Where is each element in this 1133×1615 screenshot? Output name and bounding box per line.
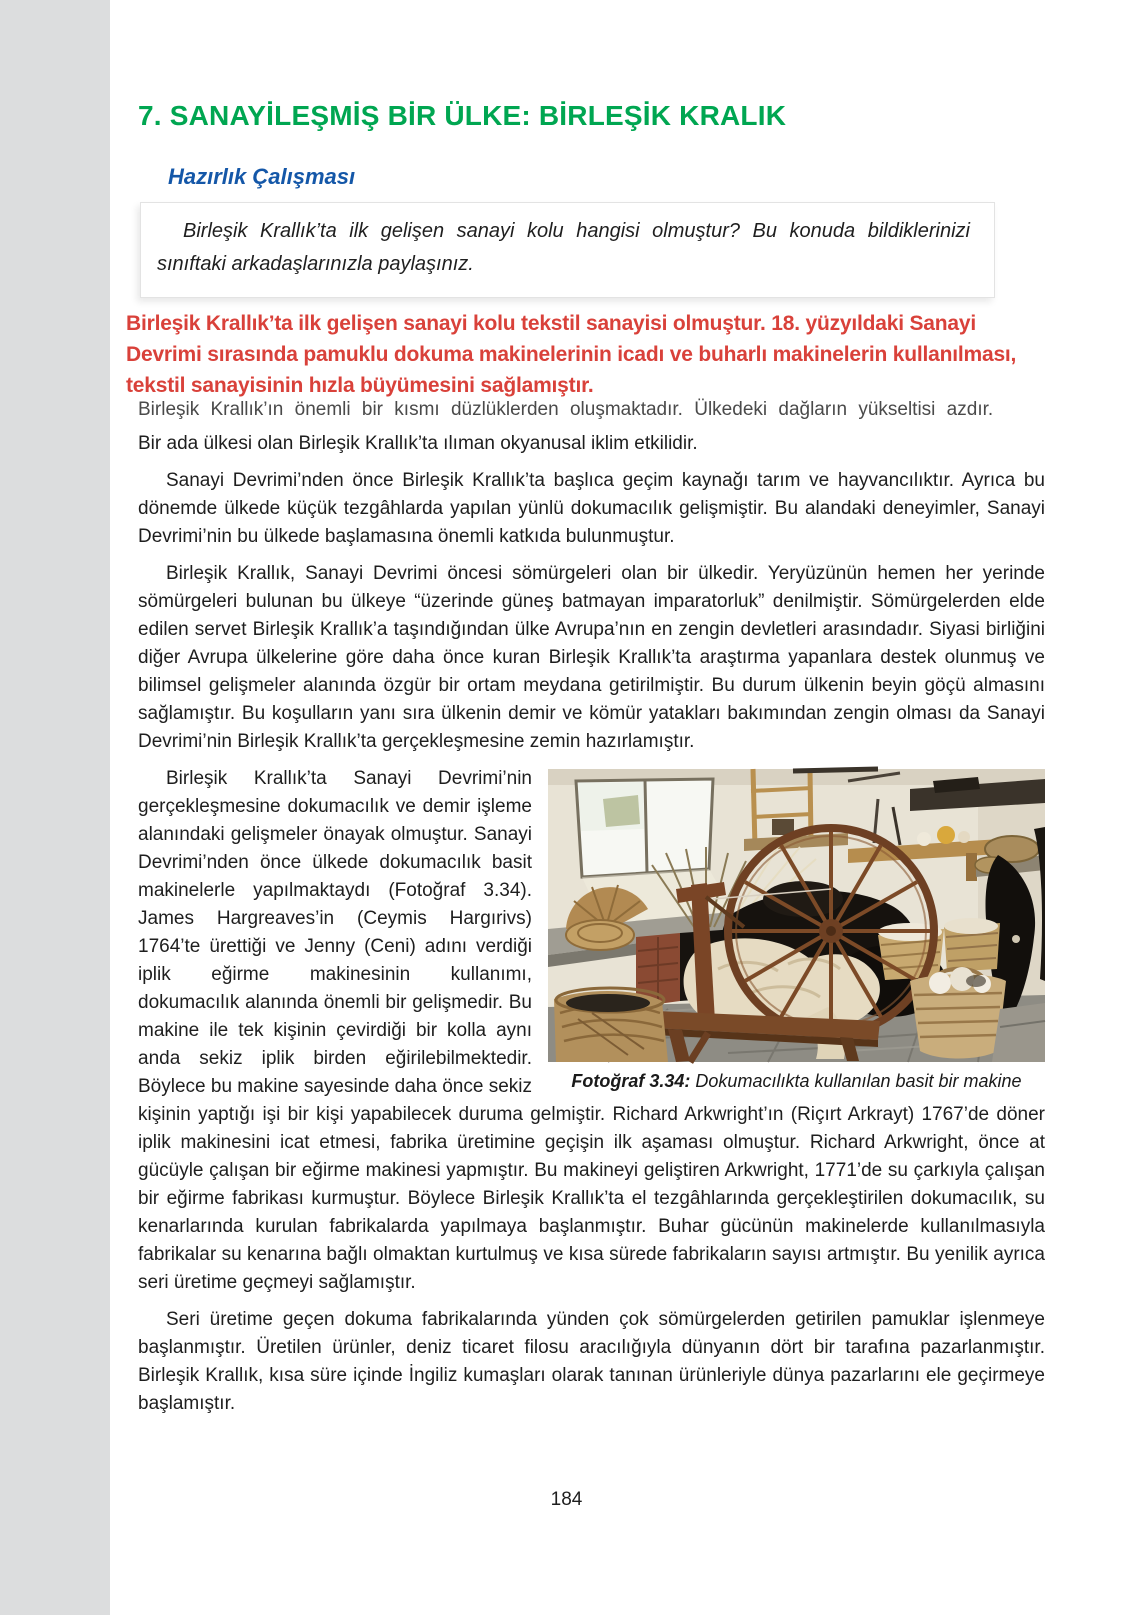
obscured-text-line [138,399,1045,425]
text-with-photo-section [138,765,1045,1306]
prep-question-box [140,202,995,298]
photo-caption-text: Dokumacılıkta kullanılan basit bir makine [690,1071,1022,1091]
page-number: 184 [550,1489,583,1510]
obscured-text: Birleşik Krallık’ın önemli bir kısmı düzlüklerden oluşmaktadır. Ülkedeki dağların yükseltisi azdır. [138,399,994,420]
paragraph-spinning-jenny: Birleşik Krallık’ta Sanayi Devrimi’nin gerçekleşmesine dokumacılık ve demir işleme alanındaki gelişmeler önayak olmuştur. Sanayi Devrimi’nden önce ülkede dokumacılık basit makinelerle yapılmaktaydı (Fotoğraf 3.34). James Hargreaves’in (Ceymis Hargırivs) 1764’te ürettiği ve Jenny (Ceni) adını verdiği iplik eğirme makinesinin kullanımı, dokumacılık alanında önemli bir gelişmedir. Bu makine ile tek kişinin çevirdiği bir kolla aynı anda sekiz iplik birden eğirilebilmektedir. Böylece bu makine sayesinde daha önce sekiz kişinin yaptığı işi bir kişi yapabilecek duruma gelmiştir. Richard Arkwright’ın (Riçırt Arkrayt) 1767’de döner iplik makinesini icat etmesi, fabrika üretimine geçişin ilk aşaması olmuştur. Richard Arkwright, önce at gücüyle çalışan bir eğirme makinesi yapmıştır. Bu makineyi geliştiren Arkwright, 1771’de su çarkıyla çalışan bir eğirme fabrikası kurmuştur. Böylece Birleşik Krallık’ta el tezgâhlarında gerçekleştirilen dokumacılık, su kenarlarında kurulan fabrikalarda yapılmaya başlanmıştır. Buhar gücünün makinelerde kullanılmasıyla fabrikalar su kenarına bağlı olmaktan kurtulmuş ve kısa sürede fabrikaların sayısı artmıştır. Bu yenilik ayrıca seri üretime geçmeyi sağlamıştır. [138,768,1045,1293]
paragraph-colonies: Birleşik Krallık, Sanayi Devrimi öncesi sömürgeleri olan bir ülkedir. Yeryüzünün hemen her yerinde sömürgeleri bulunan bu ülkeye “üzerinde güneş batmayan imparatorluk” denilmiştir. Sömürgelerden elde edilen servet Birleşik Krallık’a taşındığından ülke Avrupa’nın en zengin devletleri arasındadır. Siyasi birliğini diğer Avrupa ülkelerine göre daha önce kuran Birleşik Krallık’ta araştırma yapanlara destek olunmuş ve bilimsel gelişmeler alanında özgür bir ortam meydana getirilmiştir. Bu durum ülkenin beyin göçü almasını sağlamıştır. Bu koşulların yanı sıra ülkenin demir ve kömür yatakları bakımından zengin olması da Sanayi Devrimi’nin Birleşik Krallık’ta gerçekleşmesine zemin hazırlamıştır. [138,563,1045,752]
answer-line-3: tekstil sanayisinin hızla büyümesini sağlamıştır. [126,374,594,397]
paragraph-economy: Sanayi Devrimi’nden önce Birleşik Krallık’ta başlıca geçim kaynağı tarım ve hayvancılıktır. Ayrıca bu dönemde ülkede küçük tezgâhlarda yapılan yünlü dokumacılık gelişmiştir. Bu alandaki deneyimler, Sanayi Devrimi’nin bu ülkede başlamasına önemli katkıda bulunmuştur. [138,470,1045,547]
prep-section-title: Hazırlık Çalışması [168,164,356,189]
paragraph-climate: Bir ada ülkesi olan Birleşik Krallık’ta ılıman okyanusal iklim etkilidir. [138,433,698,454]
handwritten-answer [126,308,1065,401]
left-margin-bar [0,0,110,1615]
photo-caption-label: Fotoğraf 3.34: [571,1071,691,1091]
photo-spinning-wheel [728,828,934,1034]
answer-line-1: Birleşik Krallık’ta ilk gelişen sanayi kolu tekstil sanayisi olmuştur. 18. yüzyıldaki Sanayi [126,312,976,335]
page-title: 7. SANAYİLEŞMİŞ BİR ÜLKE: BİRLEŞİK KRALIK [138,100,787,131]
photo-figure [548,769,1045,1092]
photo-caption [548,1071,1045,1092]
prep-question-text: Birleşik Krallık’ta ilk gelişen sanayi kolu hangisi olmuştur? Bu konuda bildiklerinizi sınıftaki arkadaşlarınızla paylaşınız. [157,220,970,275]
page-content [110,0,1133,1427]
answer-line-2: Devrimi sırasında pamuklu dokuma makinelerinin icadı ve buharlı makinelerin kullanılması, [126,343,1017,366]
paragraph-mass-production: Seri üretime geçen dokuma fabrikalarında yünden çok sömürgelerden getirilen pamuklar işlenmeye başlanmıştır. Üretilen ürünler, deniz ticaret filosu aracılığıyla dünyanın dört bir tarafına pazarlanmıştır. Birleşik Krallık, kısa süre içinde İngiliz kumaşları olarak tanınan ürünleriyle dünya pazarlarını ele geçirmeye başlamıştır. [138,1309,1045,1414]
photo-spinning-wheel-room [548,769,1045,1062]
